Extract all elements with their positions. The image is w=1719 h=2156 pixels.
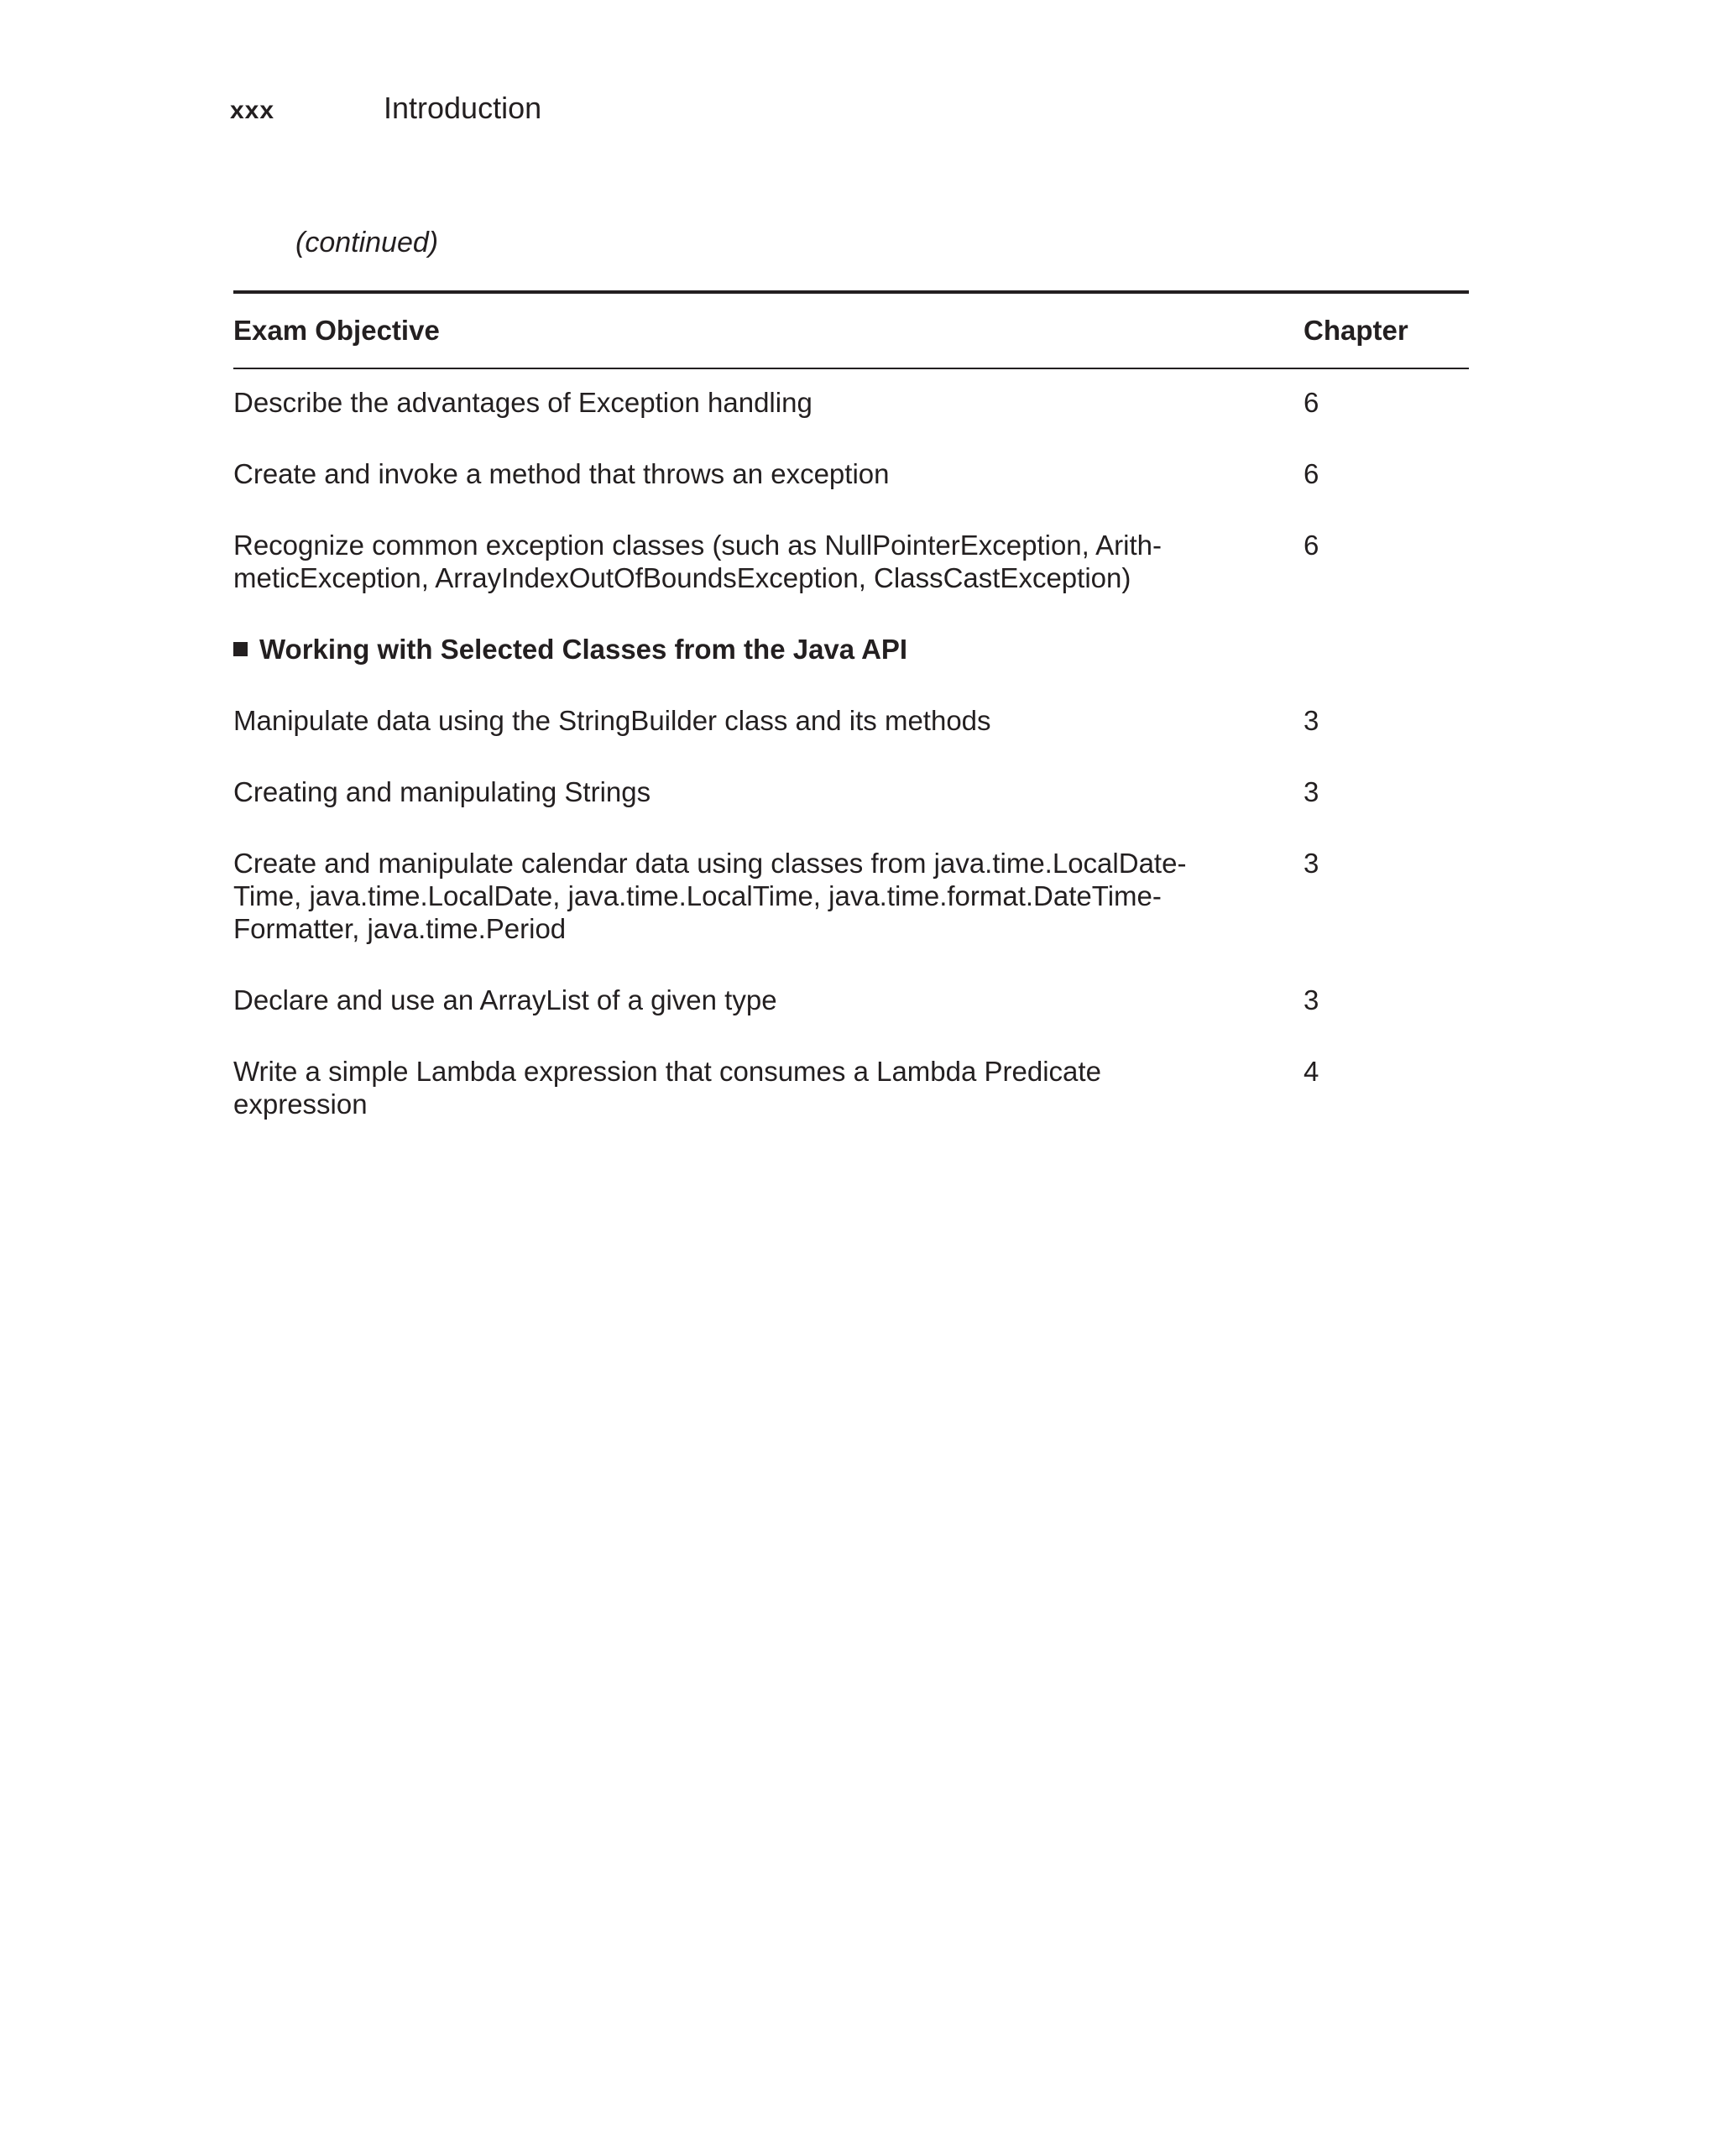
table-row [233,386,1469,419]
column-header-objective: Exam Objective [233,315,440,346]
running-head [230,91,541,128]
objective-cell: Create and invoke a method that throws an exception [233,458,890,489]
table-row [233,457,1469,490]
objective-cell: Manipulate data using the StringBuilder class and its methods [233,705,991,736]
table-row [233,775,1469,808]
objective-cell: Write a simple Lambda expression that consumes a Lambda Predicate expression [233,1056,1101,1120]
table-row [233,984,1469,1016]
objective-cell: Recognize common exception classes (such as NullPointerException, Arith- meticException, ArrayIndexOutOfBoundsException, ClassCastException) [233,530,1163,593]
chapter-cell: 6 [1304,530,1319,561]
chapter-cell: 4 [1304,1056,1319,1087]
exam-objectives-table [233,290,1469,1120]
objective-cell: Declare and use an ArrayList of a given type [233,984,777,1015]
section-heading-text: Working with Selected Classes from the Java API [259,634,908,665]
table-header-row [233,294,1469,369]
table-section-heading [233,633,1469,666]
page-number: xxx [230,97,275,124]
chapter-cell: 3 [1304,776,1319,807]
table-row [233,1055,1469,1120]
table-row [233,529,1469,594]
continued-label: (continued) [295,227,439,258]
chapter-cell: 3 [1304,848,1319,879]
objective-cell: Creating and manipulating Strings [233,776,651,807]
table-body [233,369,1469,1120]
chapter-cell: 6 [1304,458,1319,489]
chapter-cell: 6 [1304,387,1319,418]
chapter-cell: 3 [1304,984,1319,1015]
objective-cell: Create and manipulate calendar data using classes from java.time.LocalDate- Time, java.time.LocalDate, java.time.LocalTime, java.time.format.DateTime- Formatter, java.time.Period [233,848,1187,944]
running-title: Introduction [384,91,542,125]
table-row [233,704,1469,737]
table-row [233,847,1469,945]
square-bullet-icon [233,642,248,656]
chapter-cell: 3 [1304,705,1319,736]
column-header-chapter: Chapter [1304,315,1408,346]
objective-cell: Describe the advantages of Exception handling [233,387,812,418]
